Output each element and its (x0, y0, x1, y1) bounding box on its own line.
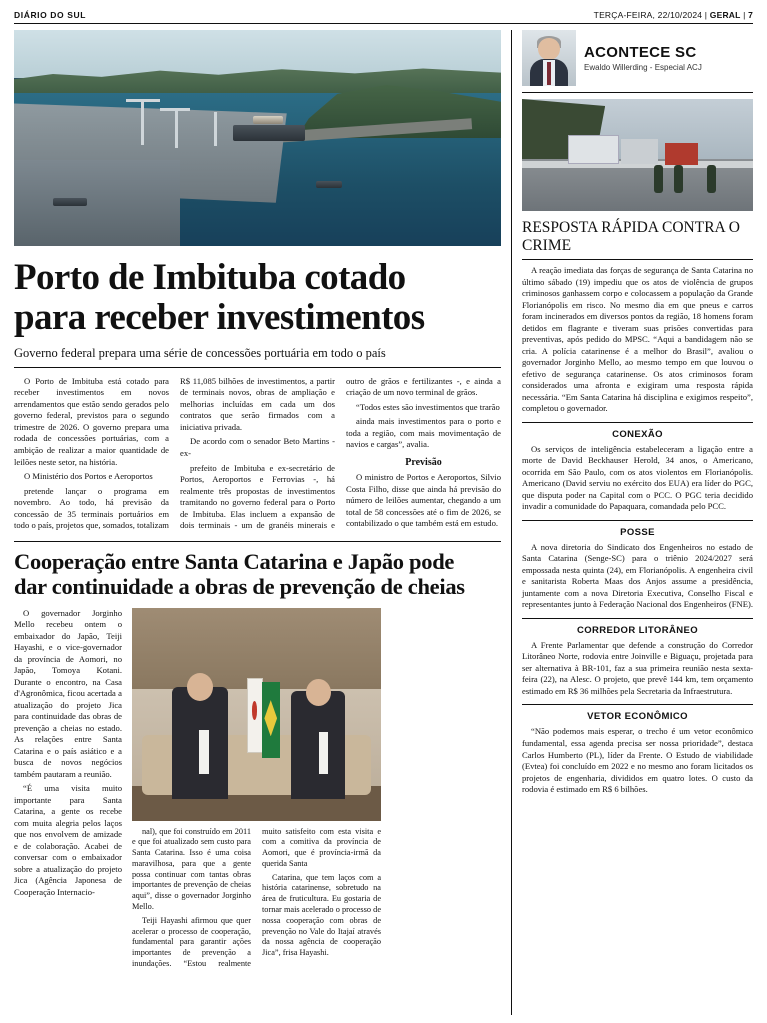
photo-officer-3 (707, 165, 716, 193)
secondary-story-right (132, 608, 381, 970)
photo-truck (568, 135, 619, 164)
paragraph: “Todos estes são investimentos que trarão (356, 401, 500, 412)
sidebar-section-body-0 (522, 444, 753, 513)
sidebar-photo-police-operation (522, 99, 753, 211)
photo-crane-3 (214, 112, 217, 146)
headline-line-2: para receber investimentos (14, 296, 425, 338)
sidebar-main-title: RESPOSTA RÁPIDA CONTRA O CRIME (522, 219, 753, 260)
photo-wall-panel (132, 608, 381, 689)
paragraph: De acordo com o senador Beto Martins - ex- (180, 436, 335, 458)
sidebar-section-title-0: CONEXÃO (522, 422, 753, 440)
paragraph: O ministro de Portos e Aeroportos, Silvio Costa Filho, disse que ainda há previsão do número de leilões aumentar, chegando a um total de 58 concessões até o fim de 2026, se contabilizado o que também está em estudo. (346, 472, 501, 529)
masthead-separator: | (704, 10, 708, 20)
masthead-meta (594, 10, 753, 20)
photo-crane-arm-2 (160, 108, 190, 111)
page-title (14, 258, 501, 338)
secondary-photo-meeting (132, 608, 381, 821)
sidebar-section-body-3 (522, 726, 753, 795)
secondary-story-layout (14, 608, 501, 970)
lead-photo-port-imbituba (14, 30, 501, 246)
column-byline: Ewaldo Willerding - Especial ACJ (584, 63, 702, 72)
photo-shirt-left (199, 730, 209, 774)
headline-line-1: Porto de Imbituba cotado (14, 257, 406, 298)
photo-fire-truck (665, 143, 697, 165)
paragraph: pretende lançar o programa em novembro. Ao todo, há previsão da concessão de 35 terminais portuários em todo o país, projetos que, somados, totalizam R$ 11,085 bilhões de investimentos, a partir de terminais novos, obras de ampliação e melhorias incluídas em cada um dos contratos que serão firmados com a iniciativa privada. (14, 375, 335, 531)
masthead (14, 10, 753, 24)
sidebar-section-body-2 (522, 640, 753, 698)
paragraph: O Ministério dos Portos e Aeroportos (24, 471, 153, 482)
paragraph: “É uma visita muito importante para Santa Catarina, a gente os recebe com muita alegria pelos laços que nos envolvem de amizade e de colaboração. Acabei de conversar com o embaixador sobre a atualização do projeto Jica (Agência Japonesa de Cooperação Internacio- (14, 783, 122, 897)
sidebar-main-body (522, 265, 753, 415)
photo-quay-lower (14, 160, 180, 246)
secondary-headline-line-2: dar continuidade a obras de prevenção de cheias (14, 573, 465, 599)
paragraph: prefeito de Imbituba e ex-secretário de Portos, Aeroportos e Ferrovias -, há realmente três propostas de investimentos tramitando no governo federal para o Porto de Imbituba. Elas incluem a expansão de dois terminais - um de granéis minerais e outro de grãos e fertilizantes -, e ainda a criação de um novo terminal de grãos. (180, 375, 501, 531)
paragraph: ainda mais investimentos para o porto e toda a região, com mais movimentação de navios e cargas”, avalia. (346, 416, 501, 450)
brazil-flag (262, 682, 280, 758)
photo-crane-1 (141, 99, 144, 145)
paragraph: Catarina, que tem laços com a história catarinense, sobretudo na área de fruticultura. Eu gostaria de tornar mais acelerado o processo de nossa cooperação com obras de prevenção no Vale do Itajaí através da nossa agência de cooperação Jica”, frisa Hayashi. (262, 872, 381, 958)
paragraph: “Não podemos mais esperar, o trecho é um vetor econômico fundamental, essa agenda precisa ser nossa prioridade”, destaca Carlos Humberto (PL), líder da Frente. O Estudo de viabilidade (Evtea) foi concluído em 2022 e no mesmo ano foram licitados os projetos de engenharia, divididos em quatro lotes. O custo da rodovia é estimado em R$ 6 bilhões. (522, 726, 753, 795)
lead-body-columns (14, 376, 501, 532)
sidebar-section-body-1 (522, 542, 753, 611)
photo-head-right (306, 679, 331, 706)
paragraph: A nova diretoria do Sindicato dos Engenheiros no estado de Santa Catarina (Senge-SC) para o triênio 2024/2027 será empossada nesta quinta (24), em Florianópolis. A engenheira civil e sanitarista Roberta Maas dos Anjos assume a presidência, juntamente com a nova Diretoria Executiva, Conselho Fiscal e representantes junto à Federação Nacional dos Engenheiros (FNE). (522, 541, 753, 610)
divider (14, 541, 501, 542)
secondary-story-caption-columns (132, 827, 381, 970)
photo-boat-small-2 (316, 181, 342, 188)
main-column (14, 30, 501, 1015)
columnist-titles (584, 44, 702, 72)
sidebar-section-title-2: CORREDOR LITORÂNEO (522, 618, 753, 636)
page-number: 7 (748, 10, 753, 20)
sidebar-section-title-1: POSSE (522, 520, 753, 538)
columnist-portrait (522, 30, 576, 86)
columnist-header (522, 30, 753, 93)
paragraph: A Frente Parlamentar que defende a construção do Corredor Litorâneo Norte, rodovia entre Joinville e Biguaçu, projetada para ser alternativa à BR-101, faz a sua primeira reunião nesta sexta-feira (22), na Alesc. O projeto, que prevê 144 km, tem orçamento estimado em R$ 36 milhões pela Secretaria da Infraestrutura. (522, 639, 753, 696)
photo-officer-2 (674, 165, 683, 193)
portrait-tie (547, 62, 551, 84)
paragraph: O governador Jorginho Mello recebeu ontem o embaixador do Japão, Teiji Hayashi, e o vice-governador da província de Aomori, no Japão, Tomoya Kotani. Durante o encontro, na Casa d'Agronômica, ficou acertada a atualização do projeto Jica para continuidade das obras de prevenção a cheias no estado. As relações entre Santa Catarina e o país asiático e a busca de novos negócios também pautaram a reunião. (14, 607, 122, 779)
page-grid (14, 30, 753, 1015)
section-name: GERAL (709, 10, 741, 20)
paper-name: DIÁRIO DO SUL (14, 10, 87, 20)
sidebar-column (511, 30, 753, 1015)
secondary-headline-line-1: Cooperação entre Santa Catarina e Japão pode (14, 549, 455, 575)
column-brand-title: ACONTECE SC (584, 44, 697, 61)
issue-date: TERÇA-FEIRA, 22/10/2024 (593, 10, 703, 20)
photo-crane-2 (175, 108, 178, 148)
paragraph: Teiji Hayashi afirmou que quer acelerar o processo de cooperação, fundamental para garantir ações importantes de prevenção a inundações. “Estou realmente muito satisfeito com esta visita e com a comitiva da província de Aomori, que é província-irmã da querida Santa (132, 826, 381, 968)
photo-flags (247, 678, 282, 780)
portrait-face (538, 38, 560, 60)
japan-flag (247, 678, 263, 754)
secondary-headline (14, 550, 501, 600)
photo-officer-1 (654, 165, 663, 193)
photo-head-left (187, 673, 213, 701)
paragraph: A reação imediata das forças de segurança de Santa Catarina no último sábado (19) impediu que os atos de violência de grupos criminosos ganhassem corpo e colocassem a população da Grande Florianópolis em risco. No mesmo dia em que pneus e carros foram incinerados em diversos pontos da região, 18 homens foram detidos em flagrante e tiveram suas prisões convertidas para preventivas, após pedido do MPSC. “Aqui a bandidagem não se cria. A polícia catarinense é a melhor do Brasil”, avaliou o governador Jorginho Mello, ao mesmo tempo em que louvou o efetivo de segurança catarinense. Os atos criminosos foram considerados uma afronta e exigiram uma resposta rápida necessária. “Em Santa Catarina há disciplina e exigimos respeito”, completou o governador. (522, 265, 753, 414)
photo-ship-1 (233, 125, 305, 141)
photo-boat-small (53, 198, 87, 206)
masthead-separator-2: | (743, 10, 746, 20)
photo-crane-arm-1 (126, 99, 160, 102)
photo-shirt-right (319, 732, 328, 774)
paragraph: O Porto de Imbituba está cotado para receber investimentos em novos arrendamentos que estão sendo gerados pelo governo federal, previstos para o segundo trimestre de 2026. O governo prepara uma rodada de concessões portuárias, com a ambição de realizar a maior quantidade de leilões neste setor, na história. (14, 375, 169, 467)
secondary-story-text-column (14, 608, 122, 970)
paragraph: Os serviços de inteligência estabeleceram a ligação entre a morte de David Beckhauser Herold, 34 anos, o Americano, ocorrida em São Paulo, com os atos violentos em Florianópolis. Americano (David serviu no exército dos EUA) era líder do PGC, que disputa poder na Capital com o PCC. O PGC teria decidido invadir a comunidade do Papaquara, comandada pelo PCC. (522, 443, 753, 512)
lead-subheadline: Governo federal prepara uma série de concessões portuária em todo o país (14, 346, 501, 368)
photo-ship-superstructure (253, 116, 283, 124)
subsection-heading-previsao: Previsão (405, 457, 442, 468)
sidebar-section-title-3: VETOR ECONÔMICO (522, 704, 753, 722)
paragraph: nal), que foi construído em 2011 e que foi atualizado sem custo para Santa Catarina. Isso é uma coisa maravilhosa, para que a gente possa continuar com tantas obras importantes de prevenção de cheias aqui”, disse o governador Jorginho Mello. (132, 826, 251, 912)
photo-van (621, 139, 658, 164)
